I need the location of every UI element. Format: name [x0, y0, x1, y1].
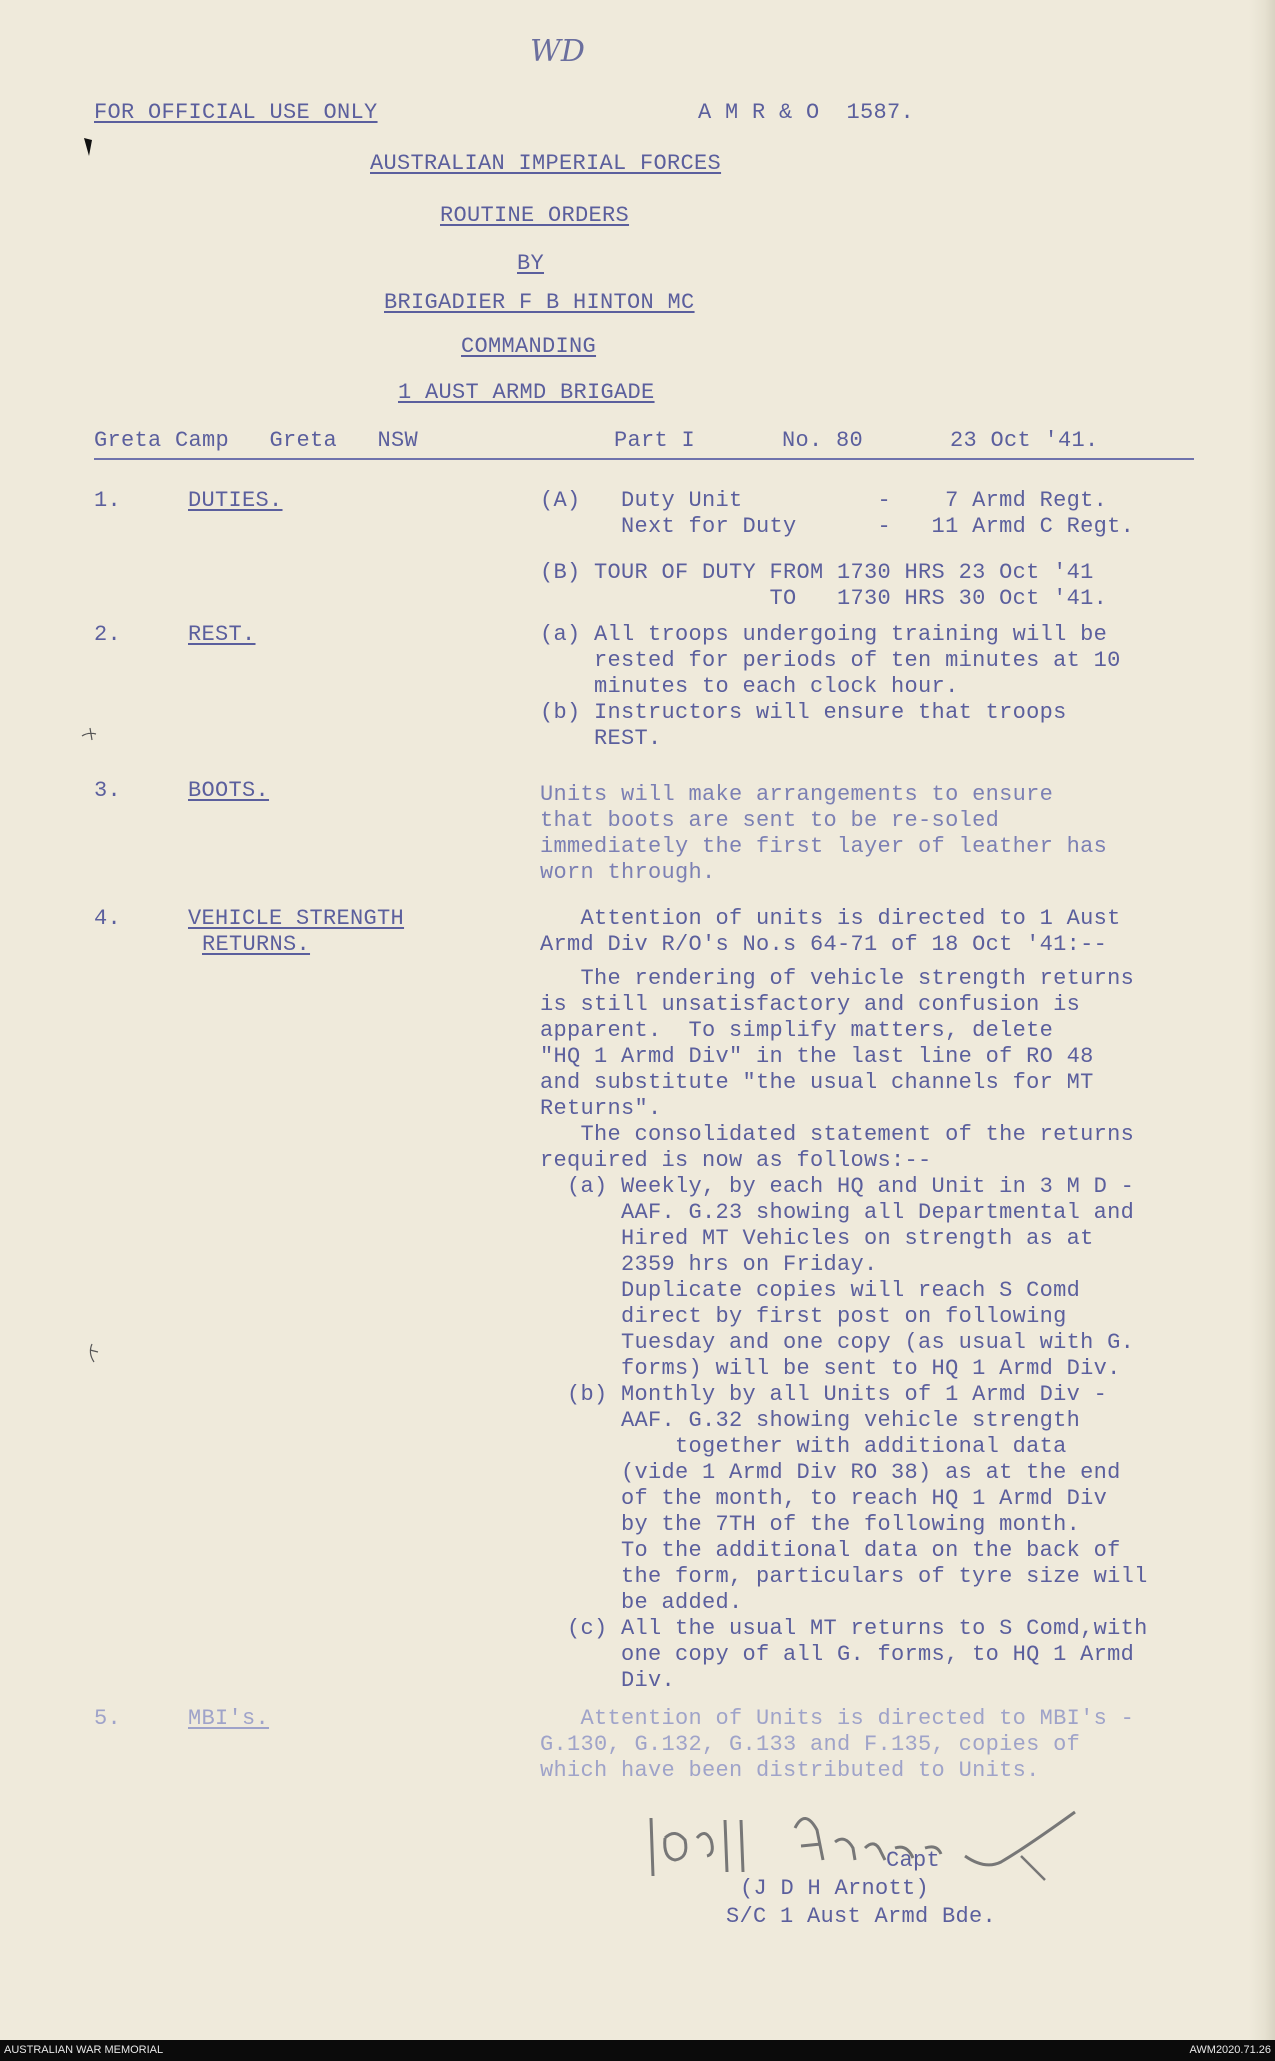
item-line: apparent. To simplify matters, delete: [540, 1018, 1054, 1043]
item-line: Attention of units is directed to 1 Aust: [540, 906, 1121, 931]
item-line: (c) All the usual MT returns to S Comd,with: [540, 1616, 1148, 1641]
item-line: the form, particulars of tyre size will: [540, 1564, 1148, 1589]
item-heading-duties: DUTIES.: [188, 488, 283, 513]
title-line-4: BRIGADIER F B HINTON MC: [384, 290, 695, 315]
item-line: TO 1730 HRS 30 Oct '41.: [540, 586, 1108, 611]
item-line: AAF. G.23 showing all Departmental and: [540, 1200, 1135, 1225]
item-line: and substitute "the usual channels for MT: [540, 1070, 1094, 1095]
item-line: which have been distributed to Units.: [540, 1758, 1040, 1783]
signatory-name: (J D H Arnott): [740, 1876, 930, 1901]
item-line: Units will make arrangements to ensure: [540, 782, 1054, 807]
item-number: 5.: [94, 1706, 122, 1731]
item-line: of the month, to reach HQ 1 Armd Div: [540, 1486, 1108, 1511]
item-line: (a) Weekly, by each HQ and Unit in 3 M D -: [540, 1174, 1135, 1199]
part-label: Part I: [614, 428, 696, 453]
item-line: AAF. G.32 showing vehicle strength: [540, 1408, 1081, 1433]
item-line: rested for periods of ten minutes at 10: [540, 648, 1121, 673]
item-heading-returns: RETURNS.: [202, 932, 311, 957]
order-number: No. 80: [782, 428, 864, 453]
item-line: Next for Duty - 11 Armd C Regt.: [540, 514, 1135, 539]
punch-mark-icon: [80, 722, 102, 744]
item-line: be added.: [540, 1590, 743, 1615]
archive-footer-bar: [0, 2040, 1275, 2061]
item-number: 4.: [94, 906, 122, 931]
item-line: Returns".: [540, 1096, 662, 1121]
item-line: "HQ 1 Armd Div" in the last line of RO 48: [540, 1044, 1094, 1069]
handwritten-wd-mark: WD: [530, 34, 585, 69]
title-line-5: COMMANDING: [461, 334, 597, 359]
item-line: direct by first post on following: [540, 1304, 1067, 1329]
footer-item-id: AWM2020.71.26: [1189, 2044, 1271, 2056]
item-line: (a) All troops undergoing training will be: [540, 622, 1108, 647]
item-line: required is now as follows:--: [540, 1148, 932, 1173]
item-heading-mbis: MBI's.: [188, 1706, 270, 1731]
item-heading-rest: REST.: [188, 622, 256, 647]
item-number: 1.: [94, 488, 122, 513]
item-line: The consolidated statement of the returns: [540, 1122, 1135, 1147]
camp-location: Greta Camp Greta NSW: [94, 428, 419, 453]
item-line: one copy of all G. forms, to HQ 1 Armd: [540, 1642, 1135, 1667]
title-line-3: BY: [517, 251, 545, 276]
item-line: (vide 1 Armd Div RO 38) as at the end: [540, 1460, 1121, 1485]
item-line: by the 7TH of the following month.: [540, 1512, 1081, 1537]
page-edge-shadow: [1249, 0, 1275, 2040]
item-line: that boots are sent to be re-soled: [540, 808, 1000, 833]
item-line: is still unsatisfactory and confusion is: [540, 992, 1081, 1017]
item-line: immediately the first layer of leather has: [540, 834, 1108, 859]
item-line: 2359 hrs on Friday.: [540, 1252, 878, 1277]
item-number: 2.: [94, 622, 122, 647]
item-line: worn through.: [540, 860, 716, 885]
item-line: Tuesday and one copy (as usual with G.: [540, 1330, 1135, 1355]
classification-label: FOR OFFICIAL USE ONLY: [94, 100, 378, 125]
item-line: (A) Duty Unit - 7 Armd Regt.: [540, 488, 1108, 513]
item-number: 3.: [94, 778, 122, 803]
signatory-appointment: S/C 1 Aust Armd Bde.: [726, 1904, 997, 1929]
item-line: G.130, G.132, G.133 and F.135, copies of: [540, 1732, 1081, 1757]
header-rule: [94, 458, 1194, 460]
item-heading-boots: BOOTS.: [188, 778, 270, 803]
handwritten-signature: [645, 1798, 1105, 1888]
item-line: Hired MT Vehicles on strength as at: [540, 1226, 1094, 1251]
item-line: Armd Div R/O's No.s 64-71 of 18 Oct '41:--: [540, 932, 1108, 957]
item-line: (b) Instructors will ensure that troops: [540, 700, 1067, 725]
footer-archive-name: AUSTRALIAN WAR MEMORIAL: [4, 2044, 164, 2056]
item-line: forms) will be sent to HQ 1 Armd Div.: [540, 1356, 1121, 1381]
punch-mark-icon: [84, 1342, 106, 1364]
item-line: minutes to each clock hour.: [540, 674, 959, 699]
item-line: REST.: [540, 726, 662, 751]
item-line: To the additional data on the back of: [540, 1538, 1121, 1563]
title-line-6: 1 AUST ARMD BRIGADE: [398, 380, 655, 405]
item-line: Div.: [540, 1668, 676, 1693]
reference-number: A M R & O 1587.: [698, 100, 915, 125]
item-line: Duplicate copies will reach S Comd: [540, 1278, 1081, 1303]
title-line-1: AUSTRALIAN IMPERIAL FORCES: [370, 151, 722, 176]
item-line: (B) TOUR OF DUTY FROM 1730 HRS 23 Oct '41: [540, 560, 1094, 585]
order-date: 23 Oct '41.: [950, 428, 1099, 453]
item-line: The rendering of vehicle strength returns: [540, 966, 1135, 991]
title-line-2: ROUTINE ORDERS: [440, 203, 630, 228]
item-heading-vehicle-strength: VEHICLE STRENGTH: [188, 906, 405, 931]
item-line: together with additional data: [540, 1434, 1067, 1459]
punch-mark-icon: [80, 136, 102, 158]
item-line: (b) Monthly by all Units of 1 Armd Div -: [540, 1382, 1108, 1407]
signatory-rank: Capt: [886, 1848, 941, 1873]
item-line: Attention of Units is directed to MBI's -: [540, 1706, 1135, 1731]
